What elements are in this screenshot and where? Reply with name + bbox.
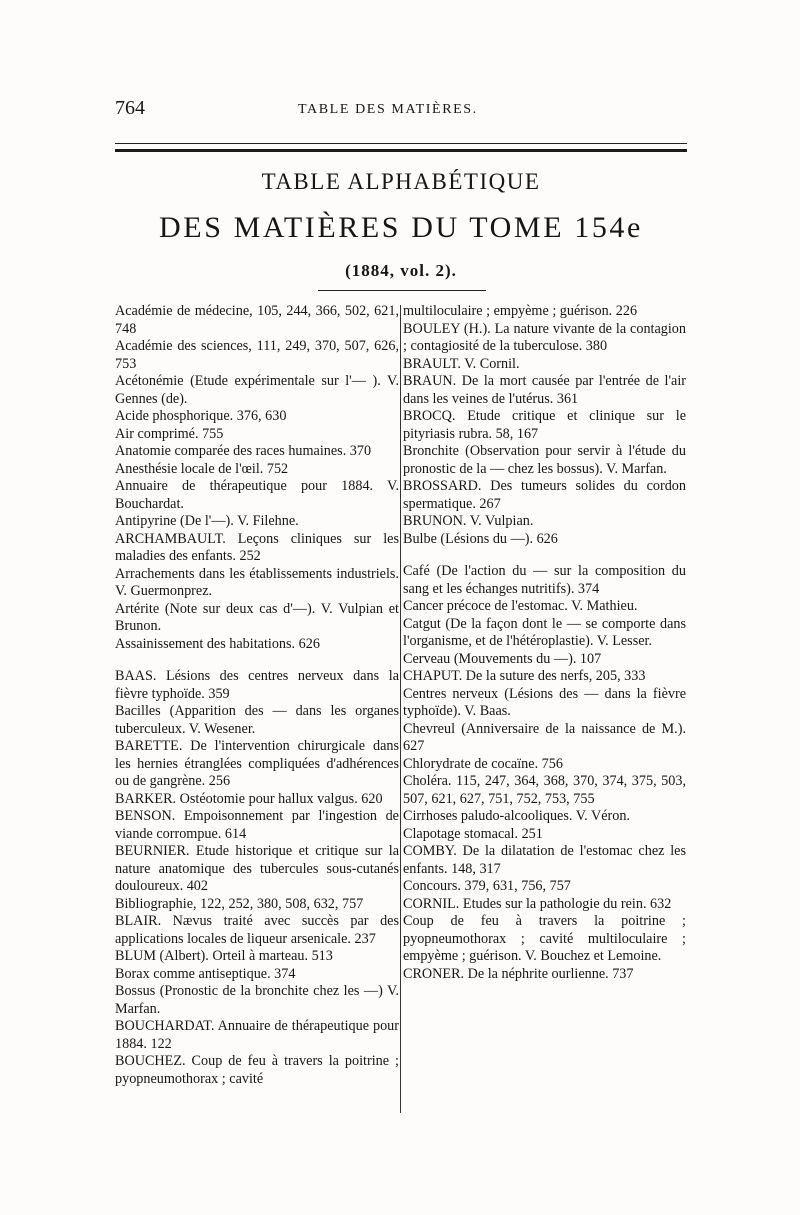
- index-entry: BOUCHEZ. Coup de feu à travers la poitrine ; pyopneumothorax ; cavité: [115, 1053, 399, 1087]
- title-rule: [318, 290, 486, 291]
- index-entry: BAAS. Lésions des centres nerveux dans la fièvre typhoïde. 359: [115, 668, 399, 702]
- index-entry: Centres nerveux (Lésions des — dans la fièvre typhoïde). V. Baas.: [403, 685, 686, 719]
- index-column-right: [403, 303, 686, 983]
- index-entry: CORNIL. Etudes sur la pathologie du rein. 632: [403, 895, 672, 912]
- index-entry: CRONER. De la néphrite ourlienne. 737: [403, 965, 634, 982]
- index-entry: Bibliographie, 122, 252, 380, 508, 632, 757: [115, 895, 364, 912]
- index-entry: Bossus (Pronostic de la bronchite chez les —) V. Marfan.: [115, 983, 399, 1017]
- section-gap: [115, 653, 399, 668]
- index-entry: Concours. 379, 631, 756, 757: [403, 878, 571, 894]
- index-entry: Anatomie comparée des races humaines. 370: [115, 443, 372, 459]
- index-entry: BENSON. Empoisonnement par l'ingestion de viande corrompue. 614: [115, 808, 399, 842]
- index-entry: Arrachements dans les établissements industriels. V. Guermonprez.: [115, 565, 399, 599]
- index-entry: CHAPUT. De la suture des nerfs, 205, 333: [403, 668, 646, 684]
- index-entry: Bacilles (Apparition des — dans les organes tuberculeux. V. Wesener.: [115, 703, 399, 737]
- index-entry: BOUCHARDAT. Annuaire de thérapeutique pour 1884. 122: [115, 1018, 399, 1052]
- index-entry: Bulbe (Lésions du —). 626: [403, 530, 558, 547]
- index-entry: Artérite (Note sur deux cas d'—). V. Vulpian et Brunon.: [115, 600, 399, 634]
- index-entry: Air comprimé. 755: [115, 425, 224, 442]
- index-entry: BRAUN. De la mort causée par l'entrée de l'air dans les veines de l'utérus. 361: [403, 373, 686, 407]
- running-title: TABLE DES MATIÈRES.: [298, 102, 478, 117]
- index-entry: BROCQ. Etude critique et clinique sur le pityriasis rubra. 58, 167: [403, 408, 686, 442]
- index-entry: ARCHAMBAULT. Leçons cliniques sur les maladies des enfants. 252: [115, 530, 399, 564]
- section-gap: [403, 548, 686, 563]
- index-entry: Cirrhoses paludo-alcooliques. V. Véron.: [403, 808, 630, 824]
- title-line-3: (1884, vol. 2).: [345, 261, 457, 280]
- index-entry: Choléra. 115, 247, 364, 368, 370, 374, 375, 503, 507, 621, 627, 751, 752, 753, 755: [403, 773, 686, 807]
- index-entry: BROSSARD. Des tumeurs solides du cordon spermatique. 267: [403, 478, 686, 512]
- index-entry: BLUM (Albert). Orteil à marteau. 513: [115, 948, 333, 964]
- index-entry: Chlorydrate de cocaïne. 756: [403, 755, 563, 772]
- title-line-2: DES MATIÈRES DU TOME 154e: [159, 211, 643, 244]
- index-entry: BLAIR. Nævus traité avec succès par des applications locales de liqueur arsenicale. 237: [115, 913, 399, 947]
- index-entry: BARETTE. De l'intervention chirurgicale dans les hernies étranglées compliquées d'adhérences ou de gangrène. 256: [115, 738, 399, 789]
- index-entry: Cancer précoce de l'estomac. V. Mathieu.: [403, 598, 638, 614]
- index-entry: Anesthésie locale de l'œil. 752: [115, 460, 289, 477]
- index-entry: BARKER. Ostéotomie pour hallux valgus. 620: [115, 790, 383, 807]
- index-entry: BRAULT. V. Cornil.: [403, 355, 520, 372]
- index-entry: Acide phosphorique. 376, 630: [115, 408, 287, 424]
- index-entry: Borax comme antiseptique. 374: [115, 965, 296, 982]
- index-entry: Annuaire de thérapeutique pour 1884. V. Bouchardat.: [115, 478, 399, 512]
- index-entry: BEURNIER. Etude historique et critique sur la nature anatomique des tubercules sous-cutanés douloureux. 402: [115, 843, 399, 894]
- index-column-left: [115, 303, 399, 1088]
- index-entry: Académie de médecine, 105, 244, 366, 502, 621, 748: [115, 303, 399, 337]
- index-entry: BOULEY (H.). La nature vivante de la contagion ; contagiosité de la tuberculose. 380: [403, 320, 686, 354]
- index-entry: Antipyrine (De l'—). V. Filehne.: [115, 513, 299, 529]
- index-entry: BRUNON. V. Vulpian.: [403, 513, 534, 529]
- title-block: [115, 165, 687, 281]
- index-entry: Clapotage stomacal. 251: [403, 825, 543, 842]
- column-divider: [400, 305, 401, 1113]
- page-number: 764: [115, 97, 145, 119]
- index-entry: multiloculaire ; empyème ; guérison. 226: [403, 303, 638, 319]
- index-entry: Cerveau (Mouvements du —). 107: [403, 650, 602, 667]
- index-entry: Chevreul (Anniversaire de la naissance de M.). 627: [403, 720, 686, 754]
- index-entry: Catgut (De la façon dont le — se comporte dans l'organisme, et de l'hétéroplastie). V. Lesser.: [403, 615, 686, 649]
- index-entry: COMBY. De la dilatation de l'estomac chez les enfants. 148, 317: [403, 843, 686, 877]
- running-head: [0, 97, 800, 127]
- index-entry: Coup de feu à travers la poitrine ; pyopneumothorax ; cavité multiloculaire ; empyème ; guérison. V. Bouchez et Lemoine.: [403, 913, 686, 964]
- index-entry: Acétonémie (Etude expérimentale sur l'— ). V. Gennes (de).: [115, 373, 399, 407]
- title-line-1: TABLE ALPHABÉTIQUE: [261, 169, 541, 194]
- index-entry: Café (De l'action du — sur la composition du sang et les échanges nutritifs). 374: [403, 563, 686, 597]
- index-entry: Académie des sciences, 111, 249, 370, 507, 626, 753: [115, 338, 399, 372]
- index-entry: Assainissement des habitations. 626: [115, 635, 320, 652]
- double-rule: [115, 143, 687, 152]
- index-entry: Bronchite (Observation pour servir à l'étude du pronostic de la — chez les bossus). V. Marfan.: [403, 443, 686, 477]
